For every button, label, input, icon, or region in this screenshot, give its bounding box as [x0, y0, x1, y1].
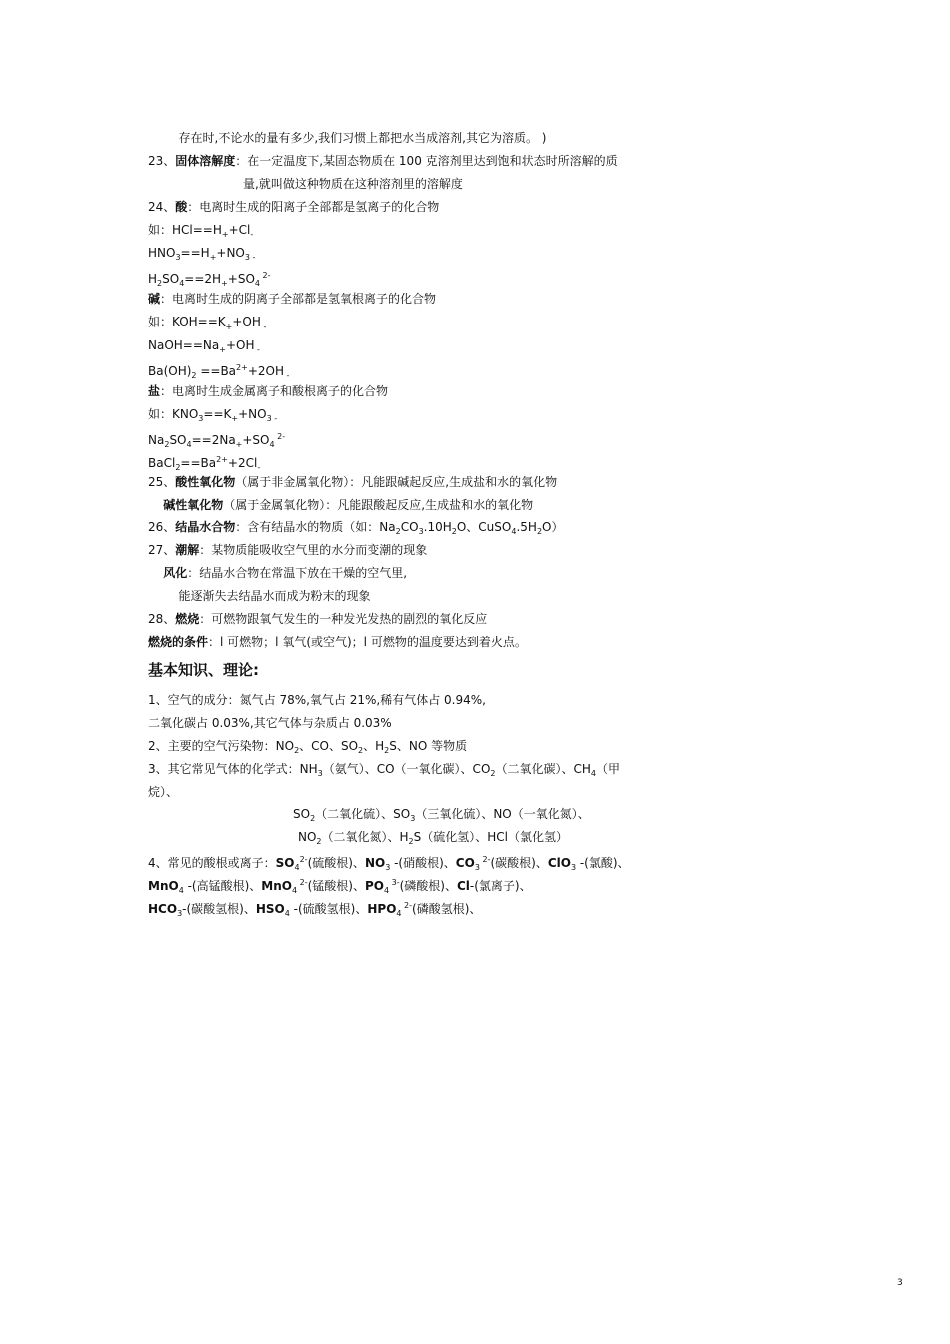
text-line: [148, 692, 486, 708]
text-line: [148, 542, 427, 558]
text-segment: （二氧化氮）、H: [321, 830, 409, 844]
subscript: +: [221, 230, 229, 239]
text-line: [148, 761, 620, 782]
text-segment: (磷酸根)、: [399, 879, 457, 893]
bold-term: 碱性氧化物: [163, 498, 224, 512]
text-segment: ==K: [203, 407, 232, 421]
text-segment: +NO: [238, 407, 267, 421]
bold-term: 结晶水合物: [175, 520, 236, 534]
text-segment: NaOH==Na: [148, 338, 220, 352]
subscript: -: [249, 253, 256, 262]
superscript: 2-: [479, 855, 491, 864]
subscript: +: [231, 414, 239, 423]
text-segment: BaCl: [148, 456, 176, 470]
text-segment: 25、: [148, 475, 176, 489]
subscript: 3: [198, 414, 204, 423]
subscript: -: [284, 371, 290, 380]
text-line: [148, 360, 289, 384]
text-segment: 如：KNO: [148, 407, 199, 421]
subscript: 2: [191, 371, 197, 380]
subscript: 3: [177, 909, 183, 918]
subscript: 3: [317, 769, 323, 778]
subscript: 2: [294, 746, 300, 755]
text-segment: 1、空气的成分：氮气占 78%,氧气占 21%,稀有气体占 0.94%,: [148, 693, 486, 707]
text-segment: 烷）、: [148, 785, 179, 799]
text-line: [148, 429, 285, 453]
text-line: [148, 199, 439, 215]
bold-term: 盐: [148, 384, 161, 398]
text-segment: H: [148, 272, 158, 286]
subscript: 2: [451, 527, 457, 536]
text-segment: 、CO、SO: [299, 739, 359, 753]
bold-term: HCO: [148, 902, 178, 916]
text-segment: （二氧化碳）、CH: [495, 762, 591, 776]
text-segment: +Cl: [228, 223, 251, 237]
text-segment: ==H: [180, 246, 210, 260]
text-segment: 28、: [148, 612, 176, 626]
superscript: 2-: [274, 432, 286, 441]
text-line: [148, 153, 618, 169]
bold-term: 风化: [163, 566, 188, 580]
subscript: 2: [175, 463, 181, 472]
text-segment: -(氯离子)、: [469, 879, 532, 893]
text-line: [148, 715, 392, 731]
text-segment: ：l 可燃物；l 氧气(或空气)；l 可燃物的温度要达到着火点。: [208, 635, 527, 649]
text-segment: HNO: [148, 246, 176, 260]
text-segment: （属于非金属氧化物）：凡能跟碱起反应,生成盐和水的氧化物: [235, 475, 558, 489]
text-segment: +SO: [242, 433, 270, 447]
bold-term: 酸性氧化物: [175, 475, 236, 489]
text-segment: （氨气）、CO（一氧化碳）、CO: [322, 762, 491, 776]
text-segment: 、H: [363, 739, 385, 753]
bold-term: NO: [364, 856, 386, 870]
superscript: 2-: [297, 878, 308, 887]
text-line: [243, 176, 463, 192]
subscript: 2: [164, 440, 170, 449]
text-segment: 27、: [148, 543, 176, 557]
bold-term: ClO: [547, 856, 571, 870]
text-segment: SO: [293, 807, 311, 821]
text-segment: 如：KOH==K: [148, 315, 226, 329]
subscript: 3: [418, 527, 424, 536]
subscript: 4: [179, 279, 185, 288]
text-segment: ：结晶水合物在常温下放在干燥的空气里,: [187, 566, 408, 580]
text-line: [148, 314, 266, 335]
text-line: [148, 519, 563, 540]
text-segment: +SO: [227, 272, 255, 286]
bold-term: Cl: [456, 879, 470, 893]
text-segment: ：在一定温度下,某固态物质在 100 克溶剂里达到饱和状态时所溶解的质: [235, 154, 618, 168]
section-heading: [148, 662, 259, 678]
text-segment: (锰酸根)、: [307, 879, 365, 893]
text-segment: -(碳酸氢根)、: [182, 902, 256, 916]
text-segment: (硫酸根)、: [307, 856, 365, 870]
text-segment: +NO: [216, 246, 245, 260]
text-segment: （三氧化硫）、NO（一氧化氮）、: [415, 807, 590, 821]
text-segment: -(氯酸)、: [576, 856, 630, 870]
text-line: [148, 406, 277, 427]
text-segment: +2OH: [247, 364, 284, 378]
subscript: 2: [316, 837, 322, 846]
text-line: [148, 784, 178, 800]
text-segment: 如：HCl==H: [148, 223, 222, 237]
text-segment: 2、主要的空气污染物：NO: [148, 739, 295, 753]
subscript: +: [219, 345, 226, 354]
subscript: 2: [157, 279, 163, 288]
subscript: 4: [254, 279, 260, 288]
subscript: 2: [358, 746, 364, 755]
subscript: 4: [396, 909, 402, 918]
text-segment: -(硝酸根)、: [390, 856, 456, 870]
subscript: 3: [175, 253, 181, 262]
bold-term: 碱: [148, 292, 161, 306]
text-segment: 能逐渐失去结晶水而成为粉末的现象: [148, 589, 371, 603]
text-line: [298, 829, 568, 850]
subscript: 2: [408, 837, 414, 846]
subscript: -: [254, 345, 260, 354]
text-line: [148, 130, 546, 146]
bold-term: PO: [364, 879, 384, 893]
subscript: 4: [291, 886, 298, 895]
text-segment: ：电离时生成的阴离子全部都是氢氧根离子的化合物: [160, 292, 437, 306]
text-segment: （二氧化硫）、SO: [315, 807, 411, 821]
bold-term: 潮解: [175, 543, 200, 557]
subscript: 4: [284, 909, 290, 918]
text-segment: -(高锰酸根)、: [183, 879, 262, 893]
text-line: [148, 898, 481, 922]
text-segment: 存在时,不论水的量有多少,我们习惯上都把水当成溶剂,其它为溶质。 ): [148, 131, 547, 145]
text-segment: SO: [169, 433, 187, 447]
subscript: +: [221, 279, 228, 288]
subscript: 4: [383, 886, 390, 895]
superscript: 2-: [259, 271, 271, 280]
subscript: 2: [310, 814, 316, 823]
text-segment: S（硫化氢）、HCl（氯化氢）: [413, 830, 568, 844]
text-line: [148, 222, 253, 243]
text-line: [148, 852, 630, 876]
bold-term: 酸: [175, 200, 188, 214]
text-line: [148, 738, 467, 759]
text-segment: +2Cl: [227, 456, 258, 470]
text-segment: [148, 566, 163, 580]
text-line: [148, 268, 271, 292]
text-segment: SO: [162, 272, 180, 286]
subscript: 2: [384, 746, 390, 755]
text-segment: 基本知识、理论:: [148, 661, 259, 679]
text-segment: (磷酸氢根)、: [412, 902, 482, 916]
bold-term: MnO: [261, 879, 292, 893]
bold-term: 固体溶解度: [175, 154, 236, 168]
text-segment: ==Ba: [180, 456, 217, 470]
text-line: [148, 875, 532, 899]
text-segment: O）: [542, 520, 564, 534]
text-segment: ：某物质能吸收空气里的水分而变潮的现象: [199, 543, 428, 557]
text-segment: 3、其它常见气体的化学式：NH: [148, 762, 318, 776]
subscript: -: [260, 322, 267, 331]
subscript: 2: [490, 769, 496, 778]
subscript: -: [257, 463, 261, 472]
text-line: [148, 337, 260, 358]
subscript: +: [225, 322, 233, 331]
text-line: [148, 497, 533, 513]
subscript: 3: [244, 253, 250, 262]
subscript: 4: [590, 769, 596, 778]
text-segment: (碳酸根)、: [490, 856, 548, 870]
text-segment: ==2Na: [191, 433, 236, 447]
text-line: [148, 383, 388, 399]
bold-term: 燃烧的条件: [148, 635, 209, 649]
text-segment: （甲: [595, 762, 620, 776]
subscript: 4: [186, 440, 192, 449]
subscript: -: [271, 414, 278, 423]
page-number: 3: [897, 1278, 903, 1288]
text-segment: O、CuSO: [456, 520, 512, 534]
text-segment: [148, 498, 163, 512]
text-segment: 二氧化碳占 0.03%,其它气体与杂质占 0.03%: [148, 716, 392, 730]
text-line: [148, 291, 436, 307]
subscript: +: [235, 440, 243, 449]
subscript: 4: [178, 886, 184, 895]
subscript: 4: [269, 440, 275, 449]
text-line: [293, 806, 590, 827]
text-segment: S、NO 等物质: [389, 739, 468, 753]
text-segment: ==Ba: [196, 364, 237, 378]
text-segment: ==2H: [184, 272, 222, 286]
text-line: [148, 452, 260, 476]
text-segment: -(硫酸氢根)、: [289, 902, 368, 916]
bold-term: MnO: [148, 879, 179, 893]
text-segment: .5H: [516, 520, 537, 534]
text-line: [148, 245, 255, 266]
text-line: [148, 474, 557, 490]
text-segment: +OH: [225, 338, 255, 352]
superscript: 2+: [216, 455, 228, 464]
text-segment: Na: [148, 433, 165, 447]
subscript: 2: [536, 527, 543, 536]
superscript: 2-: [401, 901, 413, 910]
text-segment: 4、常见的酸根或离子：: [148, 856, 276, 870]
text-line: [148, 611, 487, 627]
text-segment: ：电离时生成金属离子和酸根离子的化合物: [160, 384, 389, 398]
text-segment: +OH: [232, 315, 261, 329]
text-segment: CO: [400, 520, 419, 534]
bold-term: CO: [455, 856, 475, 870]
text-line: [148, 588, 371, 604]
text-line: [148, 634, 527, 650]
bold-term: HSO: [255, 902, 285, 916]
text-segment: 24、: [148, 200, 176, 214]
text-segment: Ba(OH): [148, 364, 192, 378]
text-segment: （属于金属氧化物）：凡能跟酸起反应,生成盐和水的氧化物: [223, 498, 534, 512]
subscript: -: [250, 230, 254, 239]
superscript: 3-: [389, 878, 400, 887]
superscript: 2+: [236, 363, 248, 372]
subscript: 2: [395, 527, 401, 536]
subscript: 4: [511, 527, 517, 536]
text-line: [148, 565, 407, 581]
text-segment: 23、: [148, 154, 176, 168]
text-segment: ：含有结晶水的物质（如：Na: [235, 520, 396, 534]
superscript: 2-: [299, 855, 308, 864]
text-segment: 26、: [148, 520, 176, 534]
subscript: 3: [570, 863, 577, 872]
text-segment: ：电离时生成的阳离子全部都是氢离子的化合物: [187, 200, 440, 214]
subscript: +: [209, 253, 217, 262]
subscript: 3: [474, 863, 480, 872]
subscript: 4: [294, 863, 300, 872]
subscript: 3: [410, 814, 416, 823]
bold-term: SO: [275, 856, 295, 870]
subscript: 3: [385, 863, 391, 872]
bold-term: HPO: [367, 902, 397, 916]
subscript: 3: [266, 414, 272, 423]
text-segment: .10H: [423, 520, 452, 534]
bold-term: 燃烧: [175, 612, 200, 626]
text-segment: NO: [298, 830, 317, 844]
text-segment: ：可燃物跟氧气发生的一种发光发热的剧烈的氧化反应: [199, 612, 488, 626]
text-segment: 量,就叫做这种物质在这种溶剂里的溶解度: [243, 177, 463, 191]
